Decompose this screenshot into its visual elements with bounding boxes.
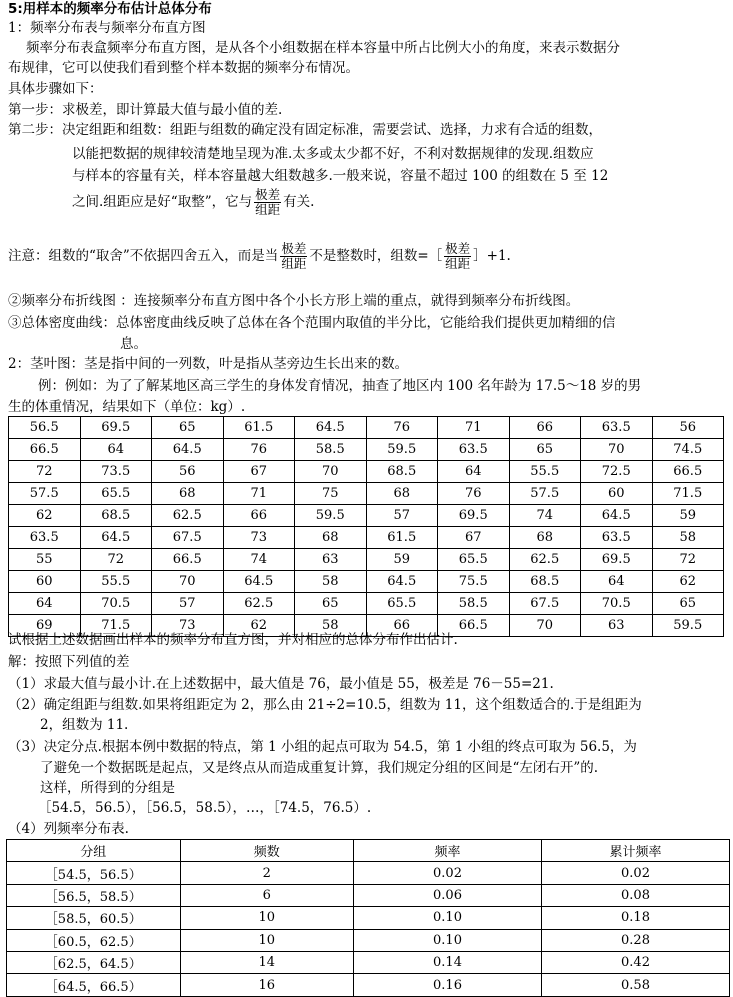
table-cell: 68.5	[80, 505, 152, 527]
table-row	[9, 505, 724, 527]
table-cell: 0.18	[542, 907, 730, 929]
table-cell: 0.02	[542, 862, 730, 884]
frequency-table	[6, 839, 730, 997]
table-cell: 70.5	[80, 593, 152, 615]
table-cell: 63.5	[581, 527, 653, 549]
table-cell: 61.5	[366, 527, 438, 549]
table-cell: 63	[295, 549, 367, 571]
table-cell: 69.5	[581, 549, 653, 571]
paragraph-line: 息。	[120, 336, 147, 352]
table-row	[9, 483, 724, 505]
table-cell: 72.5	[581, 461, 653, 483]
text-run: 注意：组数的“取舍”不依据四舍五入，而是当	[8, 248, 279, 264]
paragraph-line: 这样，所得到的分组是	[40, 780, 175, 796]
fraction	[254, 188, 281, 217]
solution-line: 解：按照下列值的差	[8, 654, 130, 670]
step-one: 第一步：求极差，即计算最大值与最小值的差.	[8, 102, 283, 118]
table-cell: 61.5	[223, 417, 295, 439]
solution-line: （1）求最大值与最小计.在上述数据中，最大值是 76，最小值是 55，极差是 76－55=21.	[8, 676, 554, 692]
table-cell: 65.5	[366, 593, 438, 615]
table-cell: 76	[366, 417, 438, 439]
table-cell: 71	[438, 417, 510, 439]
table-cell: 68.5	[366, 461, 438, 483]
table-row	[9, 527, 724, 549]
table-cell: 62.5	[509, 549, 581, 571]
table-cell: 0.42	[542, 951, 730, 973]
table-cell: 64.5	[80, 527, 152, 549]
table-cell: 66	[223, 505, 295, 527]
table-cell: 68	[509, 527, 581, 549]
table-cell: 16	[180, 974, 354, 996]
table-cell: 70	[295, 461, 367, 483]
fraction-denominator: 组距	[445, 256, 471, 271]
table-row	[9, 439, 724, 461]
column-header: 频数	[180, 840, 354, 862]
table-cell: 64.5	[223, 571, 295, 593]
note-line	[8, 241, 511, 271]
question-line: 试根据上述数据画出样本的频率分布直方图，并对相应的总体分布作出估计.	[8, 632, 458, 648]
paragraph-line: 以能把数据的规律较清楚地呈现为准.太多或太少都不好，不利对数据规律的发现.组数应	[72, 146, 594, 162]
table-cell: 59	[366, 549, 438, 571]
table-cell: 59.5	[366, 439, 438, 461]
table-cell: 58	[295, 571, 367, 593]
table-cell: 74	[509, 505, 581, 527]
table-cell: 70	[509, 615, 581, 637]
fraction	[280, 242, 307, 271]
subsection-title: 2：茎叶图：茎是指中间的一列数，叶是指从茎旁边生长出来的数。	[8, 356, 409, 372]
table-cell: 74	[223, 549, 295, 571]
table-cell: 58.5	[438, 593, 510, 615]
table-cell: 58	[295, 615, 367, 637]
table-cell: 68	[295, 527, 367, 549]
table-cell: 73	[223, 527, 295, 549]
table-row	[7, 907, 730, 929]
table-cell: 64	[438, 461, 510, 483]
table-cell: 71.5	[652, 483, 724, 505]
table-cell: 0.10	[354, 907, 542, 929]
item-line: ②频率分布折线图 ：连接频率分布直方图中各个小长方形上端的重点，就得到频率分布折线图。	[8, 293, 580, 309]
paragraph-line: 了避免一个数据既是起点，又是终点从而造成重复计算，我们规定分组的区间是“左闭右开”的.	[40, 760, 599, 776]
table-cell: 0.58	[542, 974, 730, 996]
table-cell: ［54.5，56.5）	[7, 862, 181, 884]
table-cell: 0.10	[354, 929, 542, 951]
table-cell: 71	[223, 483, 295, 505]
table-cell: 60	[9, 571, 81, 593]
table-cell: 62.5	[152, 505, 224, 527]
table-cell: 68.5	[509, 571, 581, 593]
table-cell: 0.08	[542, 884, 730, 906]
paragraph-line: 与样本的容量有关，样本容量越大组数越多.一般来说，容量不超过 100 的组数在 5 至 12	[72, 168, 609, 184]
table-row	[9, 549, 724, 571]
table-cell: 65.5	[438, 549, 510, 571]
paragraph-line: 生的体重情况，结果如下（单位：kg）.	[8, 399, 246, 415]
table-cell: 55.5	[509, 461, 581, 483]
table-cell: 69.5	[438, 505, 510, 527]
table-cell: 67	[438, 527, 510, 549]
step-two: 第二步：决定组距和组数：组距与组数的确定没有固定标准，需要尝试、选择，力求有合适的组数，	[8, 122, 602, 138]
table-cell: 65	[152, 417, 224, 439]
table-cell: 64.5	[581, 505, 653, 527]
paragraph-line: 频率分布表盒频率分布直方图，是从各个小组数据在样本容量中所占比例大小的角度，来表示数据分	[26, 40, 620, 56]
table-cell: 62	[223, 615, 295, 637]
table-row	[7, 951, 730, 973]
table-cell: 72	[9, 461, 81, 483]
table-row	[9, 417, 724, 439]
table-cell: 65	[295, 593, 367, 615]
table-cell: 56	[152, 461, 224, 483]
paragraph-line: 布规律，它可以使我们看到整个样本数据的频率分布情况。	[8, 60, 359, 76]
table-cell: ［60.5，62.5）	[7, 929, 181, 951]
fraction-numerator: 极差	[445, 241, 471, 256]
table-cell: 75.5	[438, 571, 510, 593]
table-cell: 71.5	[80, 615, 152, 637]
table-cell: 65.5	[80, 483, 152, 505]
solution-line: （4）列频率分布表.	[8, 821, 129, 837]
fraction	[444, 242, 471, 271]
table-cell: 6	[180, 884, 354, 906]
table-cell: 65	[509, 439, 581, 461]
table-cell: 62	[9, 505, 81, 527]
fraction-denominator: 组距	[281, 256, 307, 271]
table-cell: 70	[152, 571, 224, 593]
table-cell: 63	[581, 615, 653, 637]
table-row	[7, 862, 730, 884]
table-cell: 59	[652, 505, 724, 527]
solution-line: （2）确定组距与组数.如果将组距定为 2，那么由 21÷2=10.5，组数为 11，这个组数适合的.于是组距为	[8, 697, 642, 713]
table-row	[7, 974, 730, 996]
table-cell: 66	[366, 615, 438, 637]
table-row	[9, 461, 724, 483]
text-run: 有关.	[283, 194, 315, 210]
table-cell: 67.5	[509, 593, 581, 615]
table-cell: 59.5	[295, 505, 367, 527]
table-cell: 74.5	[652, 439, 724, 461]
table-cell: 62.5	[223, 593, 295, 615]
fraction-denominator: 组距	[255, 202, 281, 217]
text-run: 之间.组距应是好“取整”，它与	[72, 194, 253, 210]
table-cell: 70	[581, 439, 653, 461]
table-cell: 65	[652, 593, 724, 615]
table-cell: 55	[9, 549, 81, 571]
table-cell: 67	[223, 461, 295, 483]
table-cell: 58	[652, 527, 724, 549]
column-header: 累计频率	[542, 840, 730, 862]
column-header: 分组	[7, 840, 181, 862]
table-cell: 59.5	[652, 615, 724, 637]
table-cell: 66.5	[9, 439, 81, 461]
table-cell: 63.5	[581, 417, 653, 439]
table-cell: 55.5	[80, 571, 152, 593]
table-cell: 66.5	[152, 549, 224, 571]
table-cell: ［58.5，60.5）	[7, 907, 181, 929]
solution-line: （3）决定分点.根据本例中数据的特点，第 1 小组的起点可取为 54.5，第 1 小组的终点可取为 56.5，为	[8, 739, 637, 755]
table-cell: 10	[180, 929, 354, 951]
table-cell: 66.5	[652, 461, 724, 483]
table-cell: 67.5	[152, 527, 224, 549]
paragraph-line	[72, 188, 314, 217]
table-cell: 64.5	[152, 439, 224, 461]
table-cell: 0.14	[354, 951, 542, 973]
table-cell: 64	[581, 571, 653, 593]
table-cell: 66	[509, 417, 581, 439]
table-cell: 56	[652, 417, 724, 439]
table-cell: 60	[581, 483, 653, 505]
text-run: 不是整数时，组数=［	[309, 248, 443, 264]
table-cell: 76	[438, 483, 510, 505]
table-cell: 68	[152, 483, 224, 505]
fraction-numerator: 极差	[281, 241, 307, 256]
data-table	[8, 416, 724, 637]
table-cell: 72	[80, 549, 152, 571]
table-cell: 73.5	[80, 461, 152, 483]
table-cell: 58.5	[295, 439, 367, 461]
table-cell: 0.06	[354, 884, 542, 906]
subsection-title: 1：频率分布表与频率分布直方图	[8, 20, 206, 36]
table-cell: 2	[180, 862, 354, 884]
table-cell: 63.5	[9, 527, 81, 549]
example-line: 例：例如：为了了解某地区高三学生的身体发育情况，抽查了地区内 100 名年龄为 17.5～18 岁的男	[38, 378, 642, 394]
table-cell: 64	[9, 593, 81, 615]
table-cell: 0.28	[542, 929, 730, 951]
table-cell: 64.5	[295, 417, 367, 439]
paragraph-line: 2，组数为 11.	[40, 717, 129, 733]
table-row	[9, 593, 724, 615]
table-cell: 64.5	[366, 571, 438, 593]
table-cell: 10	[180, 907, 354, 929]
table-header-row	[7, 840, 730, 862]
table-cell: 66.5	[438, 615, 510, 637]
table-cell: 64	[80, 439, 152, 461]
item-line: ③总体密度曲线：总体密度曲线反映了总体在各个范围内取值的半分比，它能给我们提供更加精细的信	[8, 315, 616, 331]
table-row	[7, 884, 730, 906]
table-cell: 63.5	[438, 439, 510, 461]
table-cell: 62	[652, 571, 724, 593]
fraction-numerator: 极差	[255, 187, 281, 202]
table-cell: 57.5	[509, 483, 581, 505]
paragraph-line: 具体步骤如下：	[8, 81, 103, 97]
table-row	[7, 929, 730, 951]
table-row	[9, 571, 724, 593]
table-cell: 14	[180, 951, 354, 973]
table-cell: ［62.5，64.5）	[7, 951, 181, 973]
section-heading: 5:用样本的频率分布估计总体分布	[8, 1, 212, 17]
table-cell: ［56.5，58.5）	[7, 884, 181, 906]
table-cell: 56.5	[9, 417, 81, 439]
column-header: 频率	[354, 840, 542, 862]
table-cell: 57.5	[9, 483, 81, 505]
table-cell: 75	[295, 483, 367, 505]
table-cell: 0.02	[354, 862, 542, 884]
text-run: ］+1.	[473, 248, 511, 264]
table-cell: ［64.5，66.5）	[7, 974, 181, 996]
table-cell: 57	[152, 593, 224, 615]
table-cell: 69	[9, 615, 81, 637]
paragraph-line: ［54.5，56.5），［56.5，58.5），…，［74.5，76.5）.	[38, 800, 372, 816]
table-cell: 72	[652, 549, 724, 571]
table-cell: 68	[366, 483, 438, 505]
table-cell: 73	[152, 615, 224, 637]
table-cell: 70.5	[581, 593, 653, 615]
table-cell: 0.16	[354, 974, 542, 996]
table-cell: 57	[366, 505, 438, 527]
table-cell: 69.5	[80, 417, 152, 439]
table-cell: 76	[223, 439, 295, 461]
